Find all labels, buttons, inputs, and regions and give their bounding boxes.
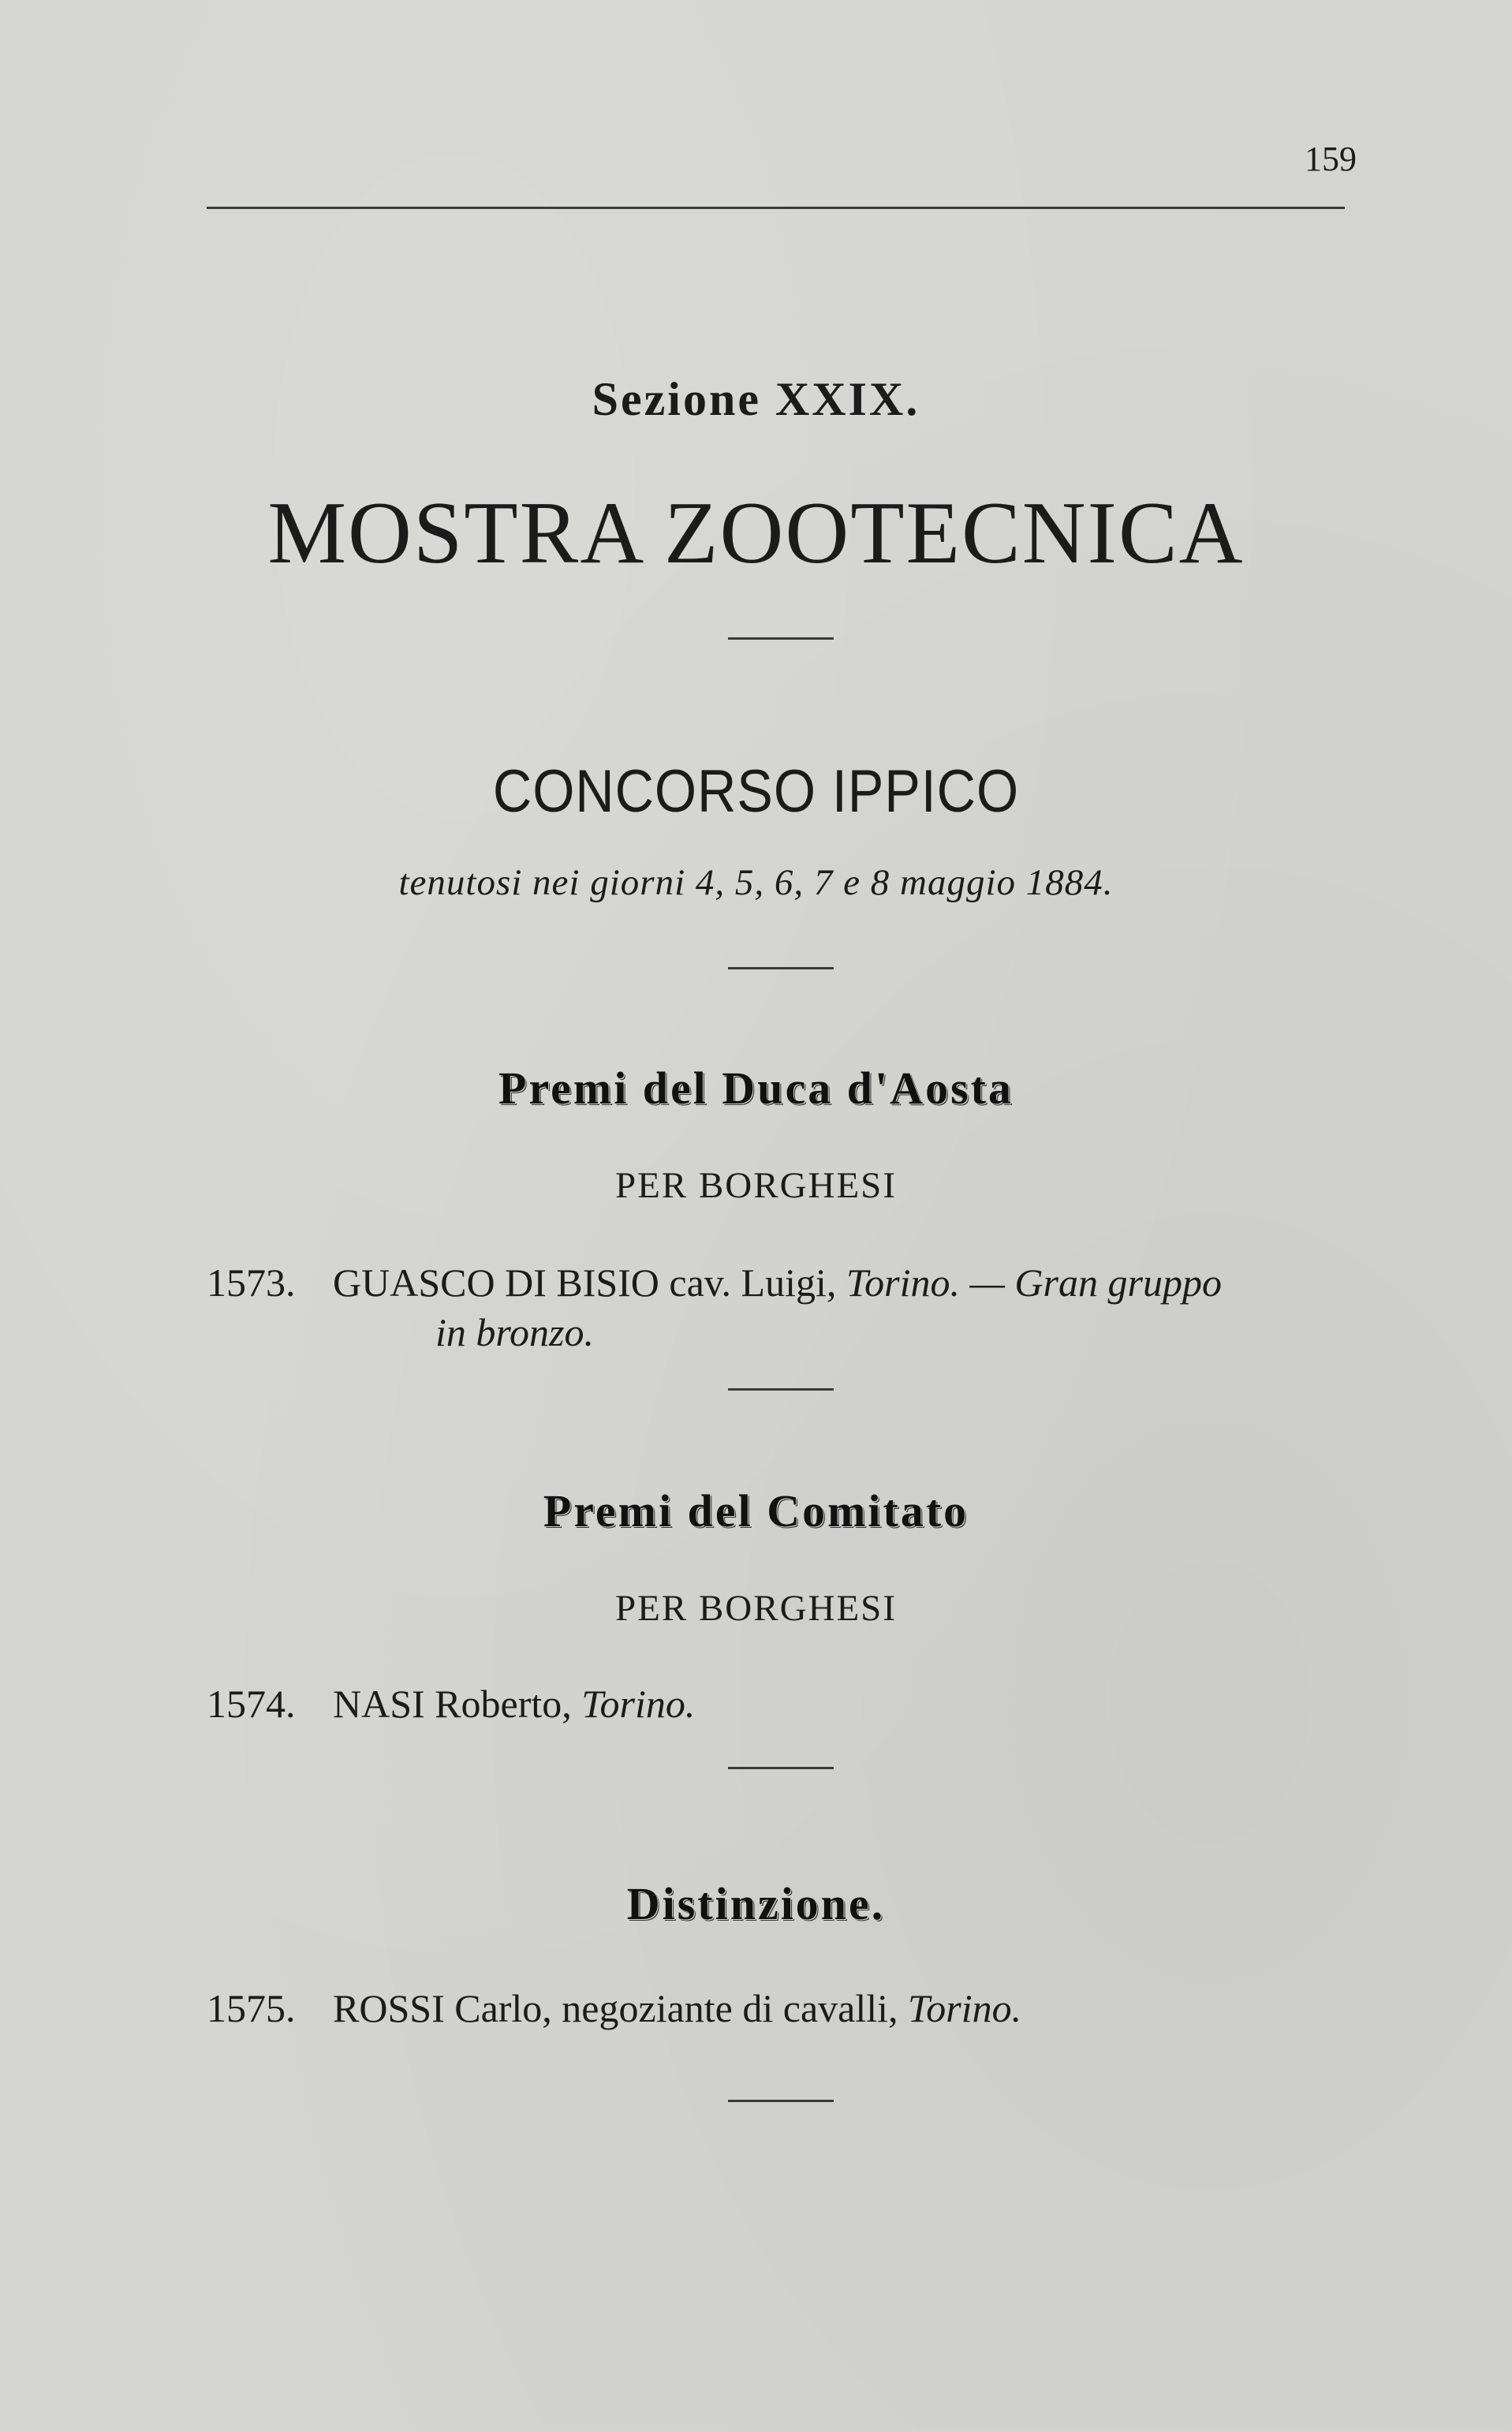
divider-rule: [728, 1767, 834, 1769]
page-title: MOSTRA ZOOTECNICA: [267, 484, 1245, 582]
category-label: PER BORGHESI: [615, 1588, 897, 1629]
category-label: PER BORGHESI: [615, 1165, 897, 1206]
entry-city: Torino.: [846, 1260, 960, 1305]
section-label: Sezione XXIX.: [592, 373, 920, 425]
entry-city: Torino.: [581, 1682, 696, 1726]
entry-city: Torino.: [908, 1986, 1022, 2030]
divider-rule: [728, 1388, 834, 1391]
dates-subtitle: tenutosi nei giorni 4, 5, 6, 7 e 8 maggio 1884.: [398, 862, 1114, 903]
header-rule: [207, 207, 1345, 209]
entry-number: 1574.: [207, 1682, 296, 1726]
divider-rule: [728, 637, 834, 640]
entry-number: 1575.: [207, 1986, 296, 2030]
entry-name: NASI Roberto,: [333, 1682, 572, 1726]
entry-number: 1573.: [207, 1260, 296, 1305]
entry-name: ROSSI Carlo, negoziante di cavalli,: [333, 1986, 898, 2030]
prize-heading: Premi del Duca d'Aosta: [498, 1062, 1014, 1114]
page-number: 159: [1305, 140, 1357, 178]
list-item: [207, 1259, 1366, 1306]
divider-rule: [728, 967, 834, 969]
prize-heading: Distinzione.: [626, 1878, 886, 1929]
list-item: [207, 1985, 1366, 2032]
divider-rule: [728, 2100, 834, 2102]
entry-award-continuation: in bronzo.: [435, 1310, 594, 1354]
list-item: [207, 1680, 1366, 1727]
entry-name: GUASCO DI BISIO cav. Luigi,: [333, 1260, 837, 1305]
competition-title: CONCORSO IPPICO: [492, 758, 1020, 825]
entry-award: — Gran gruppo: [969, 1260, 1222, 1305]
prize-heading: Premi del Comitato: [543, 1485, 969, 1537]
